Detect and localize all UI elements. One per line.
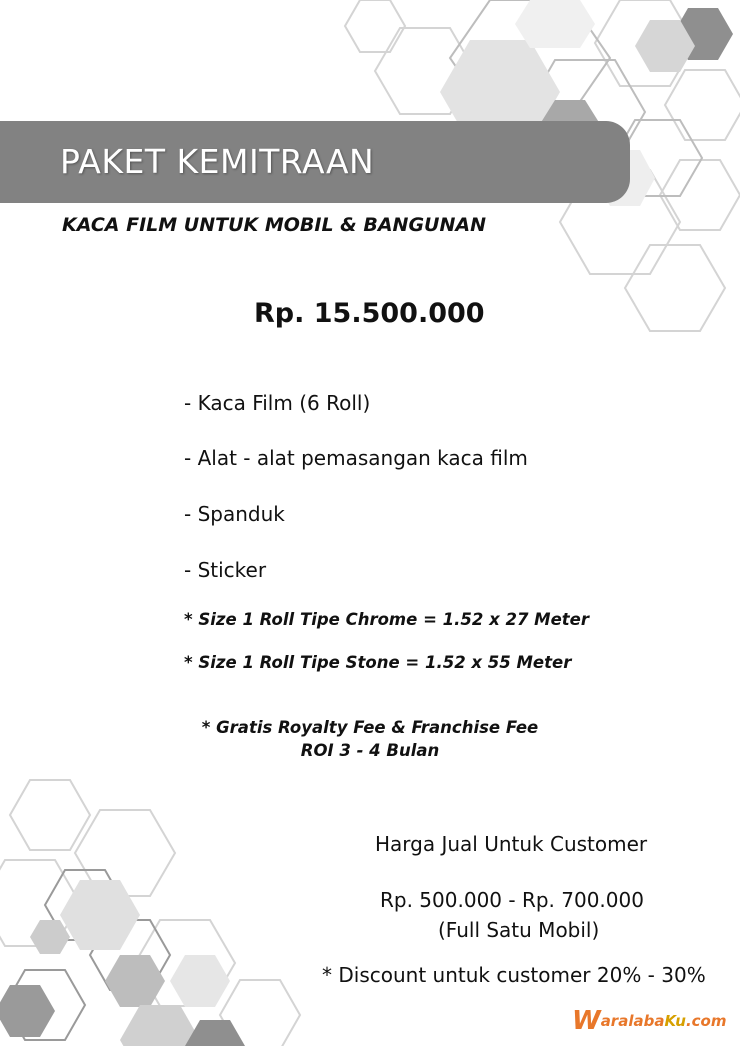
size-note-stone: * Size 1 Roll Tipe Stone = 1.52 x 55 Meter <box>184 653 572 672</box>
package-item: - Sticker <box>184 558 267 582</box>
waralabaku-logo <box>572 1006 726 1042</box>
logo-mark: W <box>572 1006 601 1036</box>
package-price: Rp. 15.500.000 <box>254 298 485 329</box>
size-note-chrome: * Size 1 Roll Tipe Chrome = 1.52 x 27 Meter <box>184 610 590 629</box>
customer-heading: Harga Jual Untuk Customer <box>375 832 648 856</box>
royalty-line: * Gratis Royalty Fee & Franchise Fee <box>201 718 539 737</box>
hexagon-pattern-bottom <box>0 770 320 1046</box>
roi-line: ROI 3 - 4 Bulan <box>300 741 440 760</box>
package-item: - Alat - alat pemasangan kaca film <box>184 446 528 470</box>
package-item: - Kaca Film (6 Roll) <box>184 391 371 415</box>
royalty-note <box>190 716 550 762</box>
customer-scope: (Full Satu Mobil) <box>438 918 600 942</box>
logo-text-main: aralaba <box>600 1012 665 1030</box>
logo-text-com: .com <box>685 1012 727 1030</box>
page-subtitle: KACA FILM UNTUK MOBIL & BANGUNAN <box>62 214 486 236</box>
customer-discount: * Discount untuk customer 20% - 30% <box>322 963 706 987</box>
customer-price-range: Rp. 500.000 - Rp. 700.000 <box>380 888 644 912</box>
logo-text-ku: Ku <box>664 1012 686 1030</box>
page-title: PAKET KEMITRAAN <box>60 142 375 181</box>
package-item: - Spanduk <box>184 502 285 526</box>
